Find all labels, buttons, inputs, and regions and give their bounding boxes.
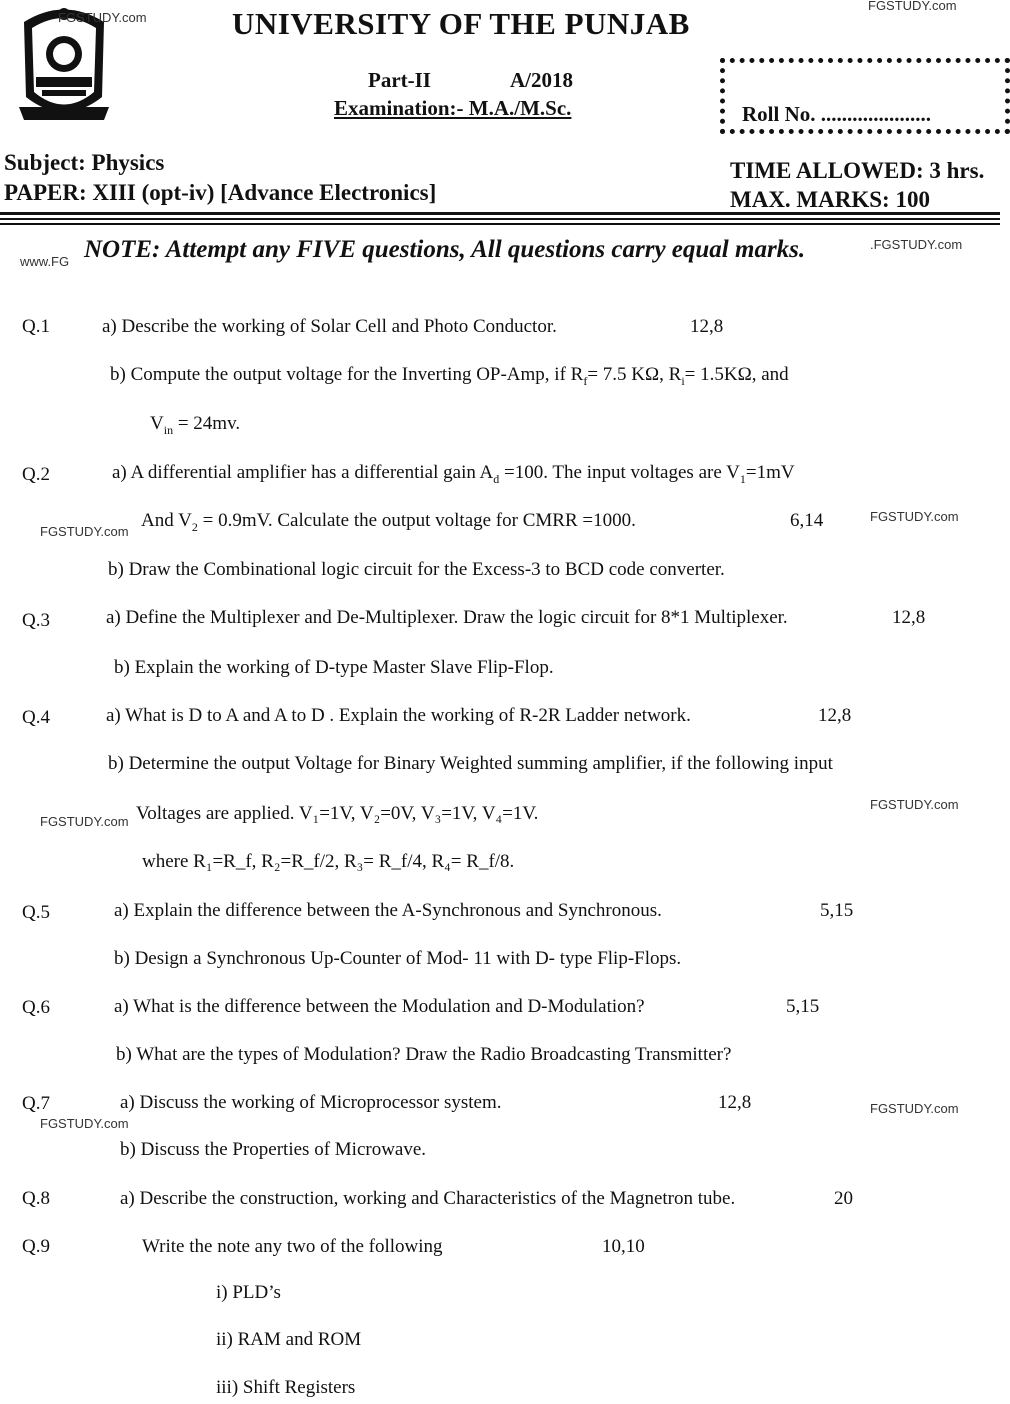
question-text: $V_{in} = 24mv$. — [150, 413, 241, 437]
question-text: a) Describe the working of Solar Cell and Photo Conductor. — [102, 316, 557, 337]
subject-label: Subject: Physics — [4, 150, 165, 175]
question-text: a) What is D to A and A to D . Explain the working of R-2R Ladder network. — [106, 705, 691, 726]
watermark: FGSTUDY.com — [40, 1116, 129, 1131]
question-number: Q.3 — [22, 610, 50, 631]
question-number: Q.8 — [22, 1188, 50, 1209]
watermark: www.FG — [20, 254, 70, 269]
question-text: b) Draw the Combinational logic circuit for the Excess-3 to BCD code converter. — [108, 559, 725, 580]
question-number: Q.4 — [22, 707, 50, 728]
watermark: FGSTUDY.com — [870, 797, 959, 812]
header-divider — [0, 212, 1000, 215]
question-marks: 5,15 — [820, 900, 854, 921]
watermark: FGSTUDY.com — [40, 814, 129, 829]
roll-number-field: Roll No. ..................... — [742, 102, 931, 126]
question-text: a) A differential amplifier has a differential gain $A_d =100$. The input voltages are $V_1=1mV$ — [112, 462, 795, 486]
watermark: FGSTUDY.com — [58, 10, 147, 25]
question-marks: 20 — [834, 1188, 853, 1209]
question-number: Q.1 — [22, 316, 50, 337]
question-text: where R₁=R_f, R₂=R_f/2, R₃= R_f/4, R₄= R_f/8. — [142, 851, 515, 872]
watermark: .FGSTUDY.com — [870, 237, 963, 252]
question-text: b) Explain the working of D-type Master Slave Flip-Flop. — [114, 657, 554, 678]
question-text: b) Discuss the Properties of Microwave. — [120, 1139, 427, 1160]
question-text: b) Determine the output Voltage for Binary Weighted summing amplifier, if the following input — [108, 753, 833, 774]
examination-label: Examination:- M.A./M.Sc. — [334, 96, 572, 120]
question-text: b) Compute the output voltage for the Inverting OP-Amp, if $R_f= 7.5$ KΩ, $R_i= 1.5K\Omega$, and — [110, 364, 789, 388]
question-marks: 6,14 — [790, 510, 824, 531]
question-text: Voltages are applied. V₁=1V, V₂=0V, V₃=1V, V₄=1V. — [136, 803, 539, 824]
question-marks: 12,8 — [690, 316, 724, 337]
exam-session: A/2018 — [510, 68, 573, 92]
exam-part: Part-II — [368, 68, 431, 92]
question-text: Write the note any two of the following — [142, 1236, 443, 1257]
question-text: And $V_2 = 0.9mV$. Calculate the output voltage for CMRR =1000. — [141, 510, 636, 534]
question-number: Q.2 — [22, 464, 50, 485]
instructions-note: NOTE: Attempt any FIVE questions, All questions carry equal marks. — [84, 236, 806, 263]
watermark: FGSTUDY.com — [40, 524, 129, 539]
list-item: ii) RAM and ROM — [216, 1329, 362, 1350]
question-marks: 12,8 — [718, 1092, 752, 1113]
question-text: a) What is the difference between the Modulation and D-Modulation? — [114, 996, 645, 1017]
watermark: FGSTUDY.com — [868, 0, 957, 13]
question-text: b) Design a Synchronous Up-Counter of Mod- 11 with D- type Flip-Flops. — [114, 948, 682, 969]
watermark: FGSTUDY.com — [870, 1101, 959, 1116]
question-number: Q.9 — [22, 1236, 50, 1257]
university-title: UNIVERSITY OF THE PUNJAB — [232, 6, 690, 41]
question-text: a) Explain the difference between the A-Synchronous and Synchronous. — [114, 900, 662, 921]
question-marks: 10,10 — [602, 1236, 645, 1257]
max-marks: MAX. MARKS: 100 — [730, 187, 930, 212]
paper-label: PAPER: XIII (opt-iv) [Advance Electronics] — [4, 180, 437, 205]
question-number: Q.5 — [22, 902, 50, 923]
question-marks: 5,15 — [786, 996, 820, 1017]
list-item: iii) Shift Registers — [216, 1377, 356, 1398]
question-text: a) Describe the construction, working and Characteristics of the Magnetron tube. — [120, 1188, 736, 1209]
question-number: Q.6 — [22, 997, 50, 1018]
header-divider — [0, 218, 1000, 220]
question-text: b) What are the types of Modulation? Draw the Radio Broadcasting Transmitter? — [116, 1044, 732, 1065]
watermark: FGSTUDY.com — [870, 509, 959, 524]
question-marks: 12,8 — [892, 607, 926, 628]
header-divider — [0, 223, 1000, 225]
question-marks: 12,8 — [818, 705, 852, 726]
time-allowed: TIME ALLOWED: 3 hrs. — [730, 158, 985, 183]
question-number: Q.7 — [22, 1093, 50, 1114]
question-text: a) Define the Multiplexer and De-Multiplexer. Draw the logic circuit for 8*1 Multiplexer. — [106, 607, 788, 628]
list-item: i) PLD’s — [216, 1282, 281, 1303]
question-text: a) Discuss the working of Microprocessor system. — [120, 1092, 502, 1113]
